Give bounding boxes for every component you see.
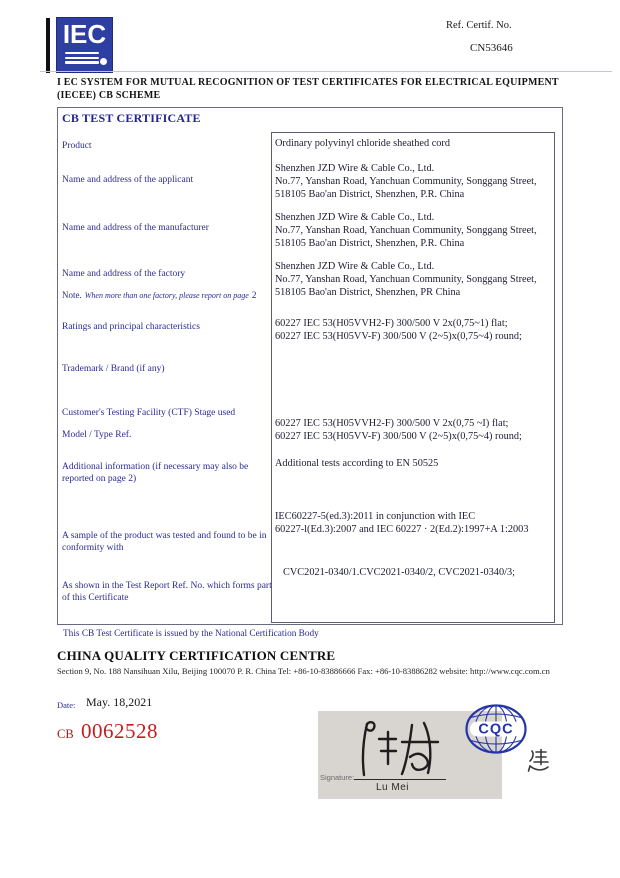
field-label-trademark: Trademark / Brand (if any): [62, 364, 165, 374]
certificate-title: CB TEST CERTIFICATE: [62, 111, 201, 125]
issuer-address: Section 9, No. 188 Nansihuan Xilu, Beijing 100070 P. R. China Tel: +86-10-83886666 Fax: +86-10-83886282 website: http://www.cqc.com.cn: [57, 666, 550, 676]
ref-certif-label: Ref. Certif. No.: [446, 20, 512, 31]
cqc-logo: [464, 703, 528, 755]
jian-stamp-icon: [527, 748, 549, 774]
scheme-heading-line1: I EC SYSTEM FOR MUTUAL RECOGNITION OF TEST CERTIFICATES FOR ELECTRICAL EQUIPMENT: [57, 77, 559, 88]
field-label-conformity: A sample of the product was tested and found to be in conformity with: [62, 531, 267, 553]
field-value-product: Ordinary polyvinyl chloride sheathed cord: [275, 138, 450, 149]
cb-number: 0062528: [81, 719, 158, 743]
scheme-heading-line2: (IECEE) CB SCHEME: [57, 90, 161, 101]
handwritten-signature-icon: [352, 715, 452, 779]
cqc-logo-text: CQC: [478, 721, 514, 738]
field-label-additional-info: Additional information (if necessary may also be reported on page 2): [62, 462, 249, 484]
issued-by-note: This CB Test Certificate is issued by the National Certification Body: [63, 629, 319, 639]
field-value-ratings: 60227 IEC 53(H05VVH2-F) 300/500 V 2x(0,75~1) flat; 60227 IEC 53(H05VV-F) 300/500 V (2~5)x(0,75~4) round;: [275, 318, 522, 342]
field-note-factory: Note. When more than one factory, please report on page 2: [62, 290, 257, 301]
field-value-additional-info: Additional tests according to EN 50525: [275, 458, 439, 469]
field-value-test-report: CVC2021-0340/1.CVC2021-0340/2, CVC2021-0340/3;: [283, 567, 515, 578]
field-label-applicant: Name and address of the applicant: [62, 175, 194, 185]
iec-logo: [56, 17, 113, 73]
signature-label: Signature:: [320, 773, 355, 782]
field-value-conformity: IEC60227-5(ed.3):2011 in conjunction with IEC 60227-l(Ed.3):2007 and IEC 60227 · 2(Ed.2):1997+A 1:2003: [275, 511, 529, 535]
field-value-factory: Shenzhen JZD Wire & Cable Co., Ltd. No.77, Yanshan Road, Yanchuan Community, Songgang Street, 518105 Bao'an District, Shenzhen, PR China: [275, 261, 537, 298]
date-label: Date:: [57, 700, 76, 710]
field-label-manufacturer: Name and address of the manufacturer: [62, 223, 209, 233]
field-label-ratings: Ratings and principal characteristics: [62, 322, 200, 332]
field-value-applicant: Shenzhen JZD Wire & Cable Co., Ltd. No.77, Yanshan Road, Yanchuan Community, Songgang Street, 518105 Bao'an District, Shenzhen, P.R. China: [275, 163, 537, 200]
field-label-model: Model / Type Ref.: [62, 430, 132, 440]
field-label-product: Product: [62, 141, 92, 151]
certificate-table: [57, 107, 563, 625]
ref-certif-number: CN53646: [470, 42, 513, 54]
signer-name: Lu Mei: [376, 782, 410, 793]
field-value-model: 60227 IEC 53(H05VVH2-F) 300/500 V 2x(0,75 ~I) flat; 60227 IEC 53(H05VV-F) 300/500 V (2~5)x(0,75~4) round;: [275, 418, 522, 442]
cb-number-prefix: CB: [57, 727, 74, 741]
iec-logo-lines: [65, 52, 106, 66]
iec-logo-text: IEC: [62, 19, 107, 49]
field-label-ctf: Customer's Testing Facility (CTF) Stage used: [62, 408, 236, 418]
iec-logo-dot: [100, 58, 107, 65]
header-divider: [40, 71, 612, 72]
field-value-manufacturer: Shenzhen JZD Wire & Cable Co., Ltd. No.77, Yanshan Road, Yanchuan Community, Songgang Street, 518105 Bao'an District, Shenzhen, P.R. China: [275, 212, 537, 249]
field-label-factory: Name and address of the factory: [62, 269, 186, 279]
date-value: May. 18,2021: [86, 695, 153, 709]
signature-line: [354, 779, 446, 780]
issuer-name: CHINA QUALITY CERTIFICATION CENTRE: [57, 648, 336, 663]
field-label-test-report: As shown in the Test Report Ref. No. which forms part of this Certificate: [62, 581, 272, 603]
iec-logo-bar: [46, 18, 50, 73]
values-box: [271, 132, 555, 623]
scheme-heading: [57, 76, 602, 102]
